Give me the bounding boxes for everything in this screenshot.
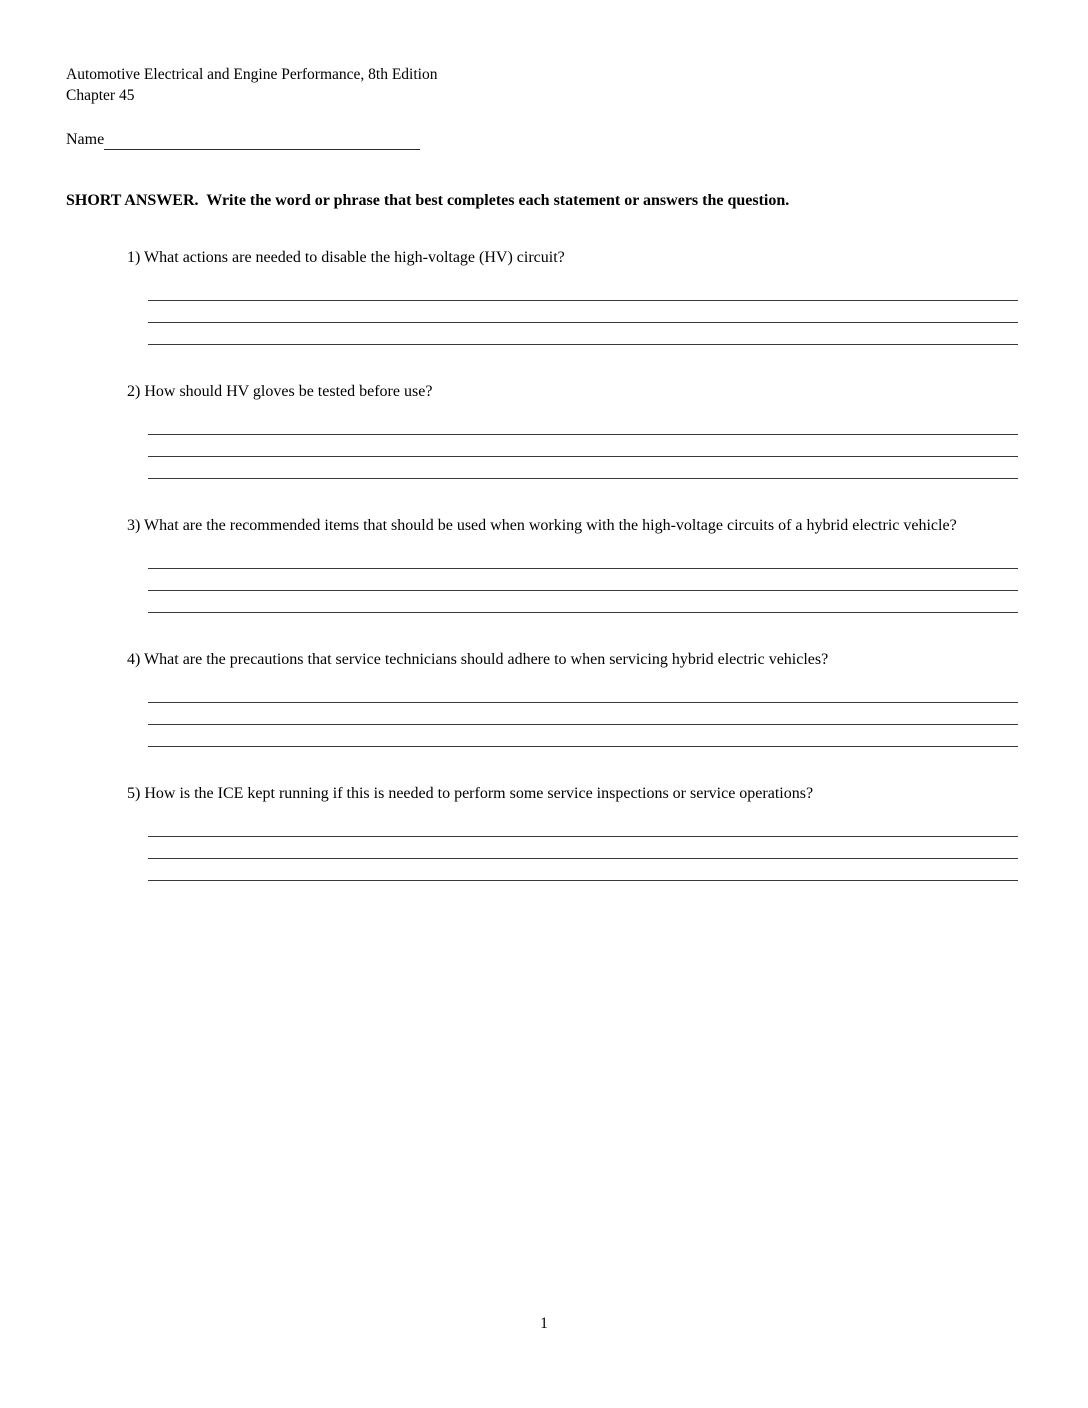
name-label: Name [66, 131, 105, 148]
question-item-2 [127, 381, 1018, 479]
answer-line [148, 569, 1018, 591]
answer-lines [148, 279, 1018, 345]
chapter-label: Chapter 45 [66, 87, 135, 104]
answer-lines [148, 413, 1018, 479]
question-text [127, 649, 1018, 671]
question-body: What are the recommended items that should be used when working with the high-voltage circuits of a hybrid electric vehicle? [144, 517, 957, 534]
question-item-3 [127, 515, 1018, 613]
question-number: 2) [127, 383, 141, 400]
answer-line [148, 457, 1018, 479]
answer-line [148, 323, 1018, 345]
answer-line [148, 279, 1018, 301]
answer-line [148, 725, 1018, 747]
question-text [127, 381, 1018, 403]
answer-line [148, 703, 1018, 725]
page-number: 1 [540, 1315, 548, 1332]
question-item-4 [127, 649, 1018, 747]
question-body: How should HV gloves be tested before use? [144, 383, 433, 400]
question-text [127, 783, 1018, 805]
answer-line [148, 681, 1018, 703]
question-number: 5) [127, 785, 141, 802]
answer-lines [148, 815, 1018, 881]
book-title: Automotive Electrical and Engine Performance, 8th Edition [66, 66, 438, 83]
name-blank-line [104, 130, 420, 150]
answer-line [148, 413, 1018, 435]
question-item-5 [127, 783, 1018, 881]
answer-line [148, 435, 1018, 457]
answer-line [148, 815, 1018, 837]
question-text [127, 247, 1018, 269]
question-number: 3) [127, 517, 141, 534]
question-number: 4) [127, 651, 141, 668]
answer-lines [148, 681, 1018, 747]
question-body: What are the precautions that service technicians should adhere to when servicing hybrid electric vehicles? [144, 651, 829, 668]
answer-line [148, 859, 1018, 881]
question-text [127, 515, 1018, 537]
answer-line [148, 591, 1018, 613]
answer-line [148, 837, 1018, 859]
question-item-1 [127, 247, 1018, 345]
answer-lines [148, 547, 1018, 613]
answer-line [148, 547, 1018, 569]
question-body: How is the ICE kept running if this is needed to perform some service inspections or service operations? [144, 785, 814, 802]
answer-line [148, 301, 1018, 323]
question-number: 1) [127, 249, 141, 266]
instructions-text: SHORT ANSWER. Write the word or phrase that best completes each statement or answers the question. [66, 192, 790, 209]
document-header [66, 64, 1018, 106]
name-row [66, 128, 420, 150]
question-body: What actions are needed to disable the high-voltage (HV) circuit? [144, 249, 565, 266]
